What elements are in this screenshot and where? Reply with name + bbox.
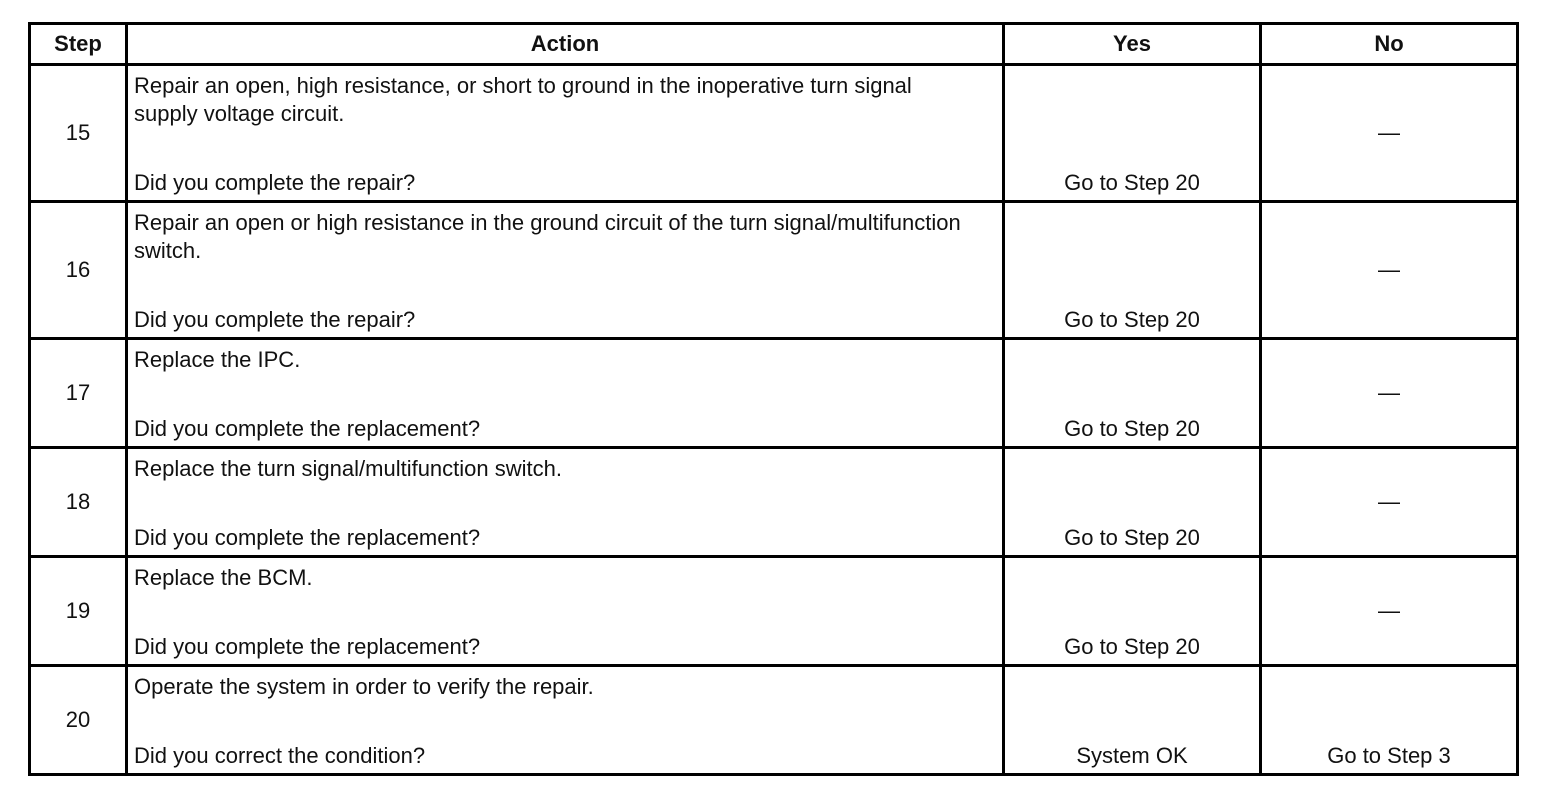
no-cell [1262, 667, 1519, 776]
step-number: 16 [31, 203, 128, 340]
no-cell [1262, 558, 1519, 667]
table-row [31, 667, 1519, 776]
table-body [31, 66, 1519, 776]
no-answer: Go to Step 3 [1327, 743, 1451, 768]
no-cell [1262, 340, 1519, 449]
header-row [31, 25, 1519, 66]
yes-answer: Go to Step 20 [1064, 416, 1200, 441]
yes-cell [1005, 449, 1262, 558]
action-question: Did you complete the repair? [134, 170, 416, 195]
action-question: Did you complete the replacement? [134, 416, 481, 441]
yes-answer: Go to Step 20 [1064, 307, 1200, 332]
header-action: Action [128, 25, 1005, 66]
yes-cell [1005, 66, 1262, 203]
table-row [31, 340, 1519, 449]
action-question: Did you correct the condition? [134, 743, 426, 768]
step-number: 17 [31, 340, 128, 449]
no-cell [1262, 449, 1519, 558]
no-answer: — [1378, 489, 1400, 514]
yes-answer: Go to Step 20 [1064, 634, 1200, 659]
no-answer: — [1378, 257, 1400, 282]
action-text: Repair an open or high resistance in the ground circuit of the turn signal/multifunction switch. [134, 210, 961, 263]
action-cell [128, 667, 1005, 776]
action-cell [128, 66, 1005, 203]
diagnostic-table [28, 22, 1519, 776]
yes-cell [1005, 558, 1262, 667]
action-question: Did you complete the replacement? [134, 634, 481, 659]
yes-answer: System OK [1076, 743, 1188, 768]
table-row [31, 449, 1519, 558]
table-header [31, 25, 1519, 66]
yes-answer: Go to Step 20 [1064, 525, 1200, 550]
yes-answer: Go to Step 20 [1064, 170, 1200, 195]
action-text: Replace the BCM. [134, 565, 313, 590]
action-text: Replace the IPC. [134, 347, 301, 372]
action-text: Repair an open, high resistance, or short to ground in the inoperative turn signal supply voltage circuit. [134, 73, 912, 126]
yes-cell [1005, 667, 1262, 776]
yes-cell [1005, 340, 1262, 449]
table-row [31, 203, 1519, 340]
step-number: 18 [31, 449, 128, 558]
no-answer: — [1378, 598, 1400, 623]
action-question: Did you complete the replacement? [134, 525, 481, 550]
yes-cell [1005, 203, 1262, 340]
no-cell [1262, 66, 1519, 203]
step-number: 19 [31, 558, 128, 667]
no-answer: — [1378, 380, 1400, 405]
action-cell [128, 558, 1005, 667]
no-answer: — [1378, 120, 1400, 145]
header-no: No [1262, 25, 1519, 66]
no-cell [1262, 203, 1519, 340]
header-yes: Yes [1005, 25, 1262, 66]
table-row [31, 66, 1519, 203]
action-cell [128, 203, 1005, 340]
step-number: 20 [31, 667, 128, 776]
step-number: 15 [31, 66, 128, 203]
action-cell [128, 340, 1005, 449]
action-cell [128, 449, 1005, 558]
action-text: Replace the turn signal/multifunction switch. [134, 456, 562, 481]
action-question: Did you complete the repair? [134, 307, 416, 332]
table-row [31, 558, 1519, 667]
action-text: Operate the system in order to verify the repair. [134, 674, 594, 699]
header-step: Step [31, 25, 128, 66]
